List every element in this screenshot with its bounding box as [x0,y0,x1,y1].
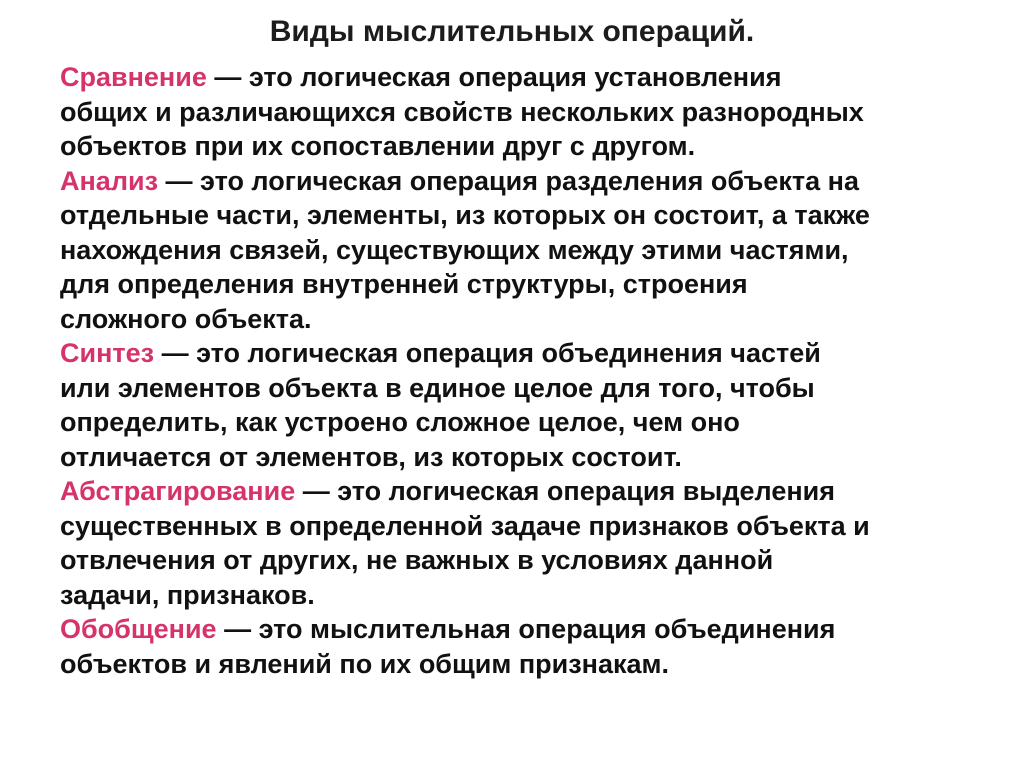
definition-text-line: общих и различающихся свойств нескольких разнородных [60,96,864,127]
definition-text-line: это мыслительная операция объединения [258,614,836,644]
term-comparison: Сравнение [60,62,207,92]
definition-analysis [60,164,1000,337]
definition-text-line: отвлечения от других, не важных в условиях данной [60,545,774,575]
definition-generalization [60,612,1000,681]
term-analysis: Анализ [60,165,158,196]
term-synthesis: Синтез [60,338,155,368]
definition-text-line: или элементов объекта в единое целое для того, чтобы [60,372,815,403]
definitions-list [60,60,1000,681]
definition-text-line: нахождения связей, существующих между этими частями, [60,234,849,265]
definition-text-line: задачи, признаков. [60,579,315,610]
definition-text-line: отдельные части, элементы, из которых он состоит, а также [60,200,870,230]
definition-text-line: это логическая операция выделения [337,476,835,506]
definition-text-line: объектов при их сопоставлении друг с другом. [60,131,696,161]
term-abstraction: Абстрагирование [60,476,296,506]
definition-text-line: отличается от элементов, из которых состоит. [60,441,682,472]
dash: — [295,476,338,506]
dash: — [154,338,197,368]
dash: — [158,165,201,196]
term-generalization: Обобщение [60,614,217,644]
definition-text-line: это логическая операция установления [248,62,782,92]
definition-text-line: объектов и явлений по их общим признакам. [60,648,669,679]
definition-text-line: для определения внутренней структуры, строения [60,269,748,299]
definition-text-line: это логическая операция объединения частей [196,338,821,368]
definition-text-line: это логическая операция разделения объекта на [200,165,859,196]
dash: — [216,614,259,644]
dash: — [206,62,249,92]
definition-text-line: сложного объекта. [60,303,312,334]
page-title: Виды мыслительных операций. [269,15,755,48]
definition-comparison [60,60,1000,164]
definition-text-line: определить, как устроено сложное целое, чем оно [60,407,740,437]
definition-text-line: существенных в определенной задаче признаков объекта и [60,510,870,541]
definition-synthesis [60,336,1000,474]
definition-abstraction [60,474,1000,612]
